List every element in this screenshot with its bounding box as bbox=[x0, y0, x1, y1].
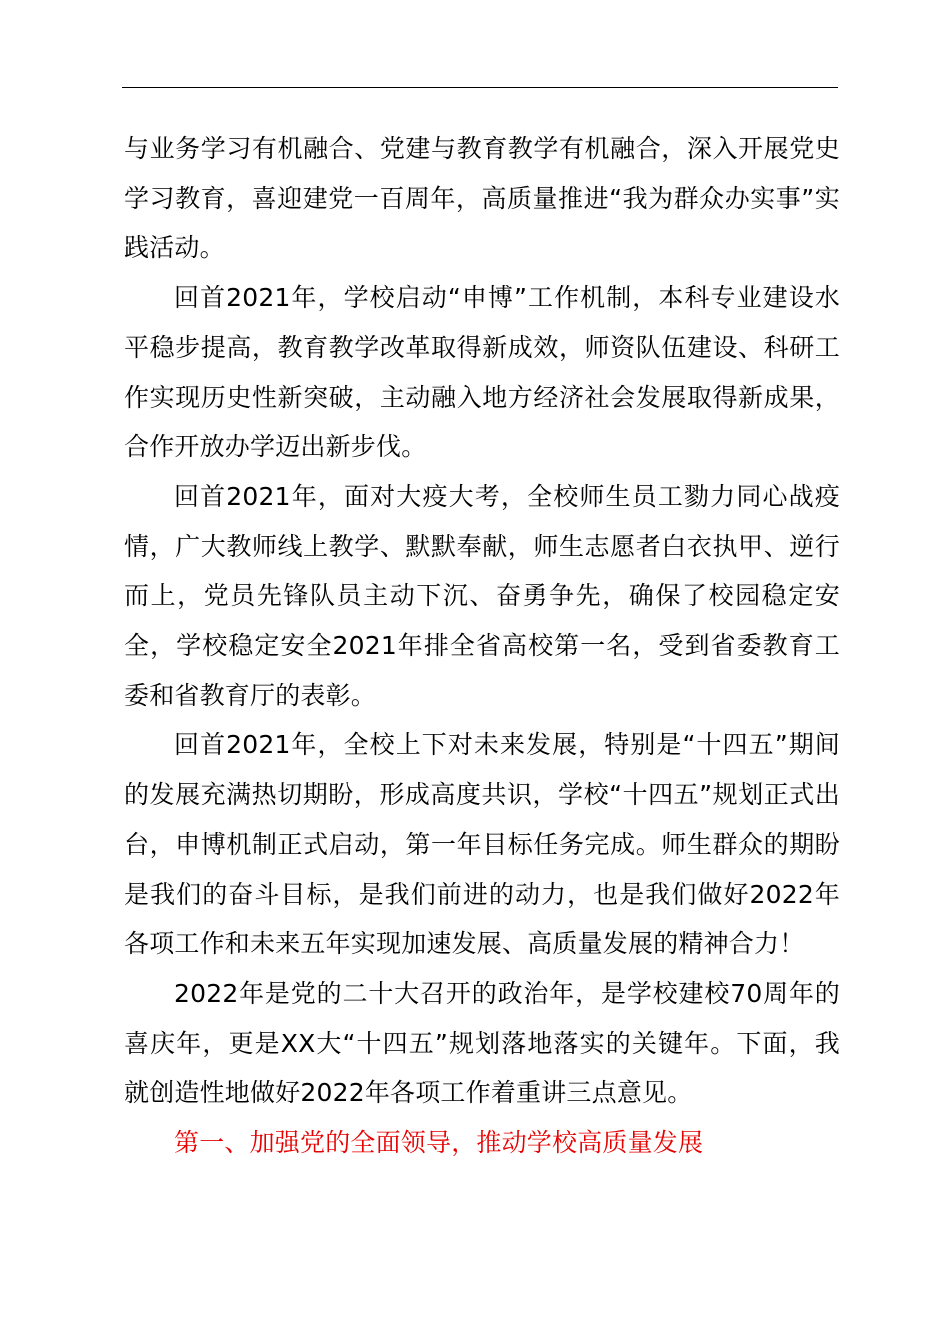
paragraph-4: 回首2021年，全校上下对未来发展，特别是“十四五”期间的发展充满热切期盼，形成高度共识，学校“十四五”规划正式出台，申博机制正式启动，第一年目标任务完成。师生群众的期盼是我们的奋斗目标，是我们前进的动力，也是我们做好2022年各项工作和未来五年实现加速发展、高质量发展的精神合力！ bbox=[124, 730, 840, 959]
header-rule bbox=[122, 87, 838, 88]
document-body bbox=[124, 124, 840, 1168]
paragraph-1: 与业务学习有机融合、党建与教育教学有机融合，深入开展党史学习教育，喜迎建党一百周年，高质量推进“我为群众办实事”实践活动。 bbox=[124, 134, 840, 263]
paragraph-5: 2022年是党的二十大召开的政治年，是学校建校70周年的喜庆年，更是XX大“十四五”规划落地落实的关键年。下面，我就创造性地做好2022年各项工作着重讲三点意见。 bbox=[124, 978, 840, 1108]
paragraph-2: 回首2021年，学校启动“申博”工作机制，本科专业建设水平稳步提高，教育教学改革取得新成效，师资队伍建设、科研工作实现历史性新突破，主动融入地方经济社会发展取得新成果，合作开放办学迈出新步伐。 bbox=[124, 283, 840, 462]
section-heading: 第一、加强党的全面领导，推动学校高质量发展 bbox=[174, 1128, 704, 1158]
paragraph-3: 回首2021年，面对大疫大考，全校师生员工勠力同心战疫情，广大教师线上教学、默默奉献，师生志愿者白衣执甲、逆行而上，党员先锋队员主动下沉、奋勇争先，确保了校园稳定安全，学校稳定安全2021年排全省高校第一名，受到省委教育工委和省教育厅的表彰。 bbox=[124, 481, 840, 710]
